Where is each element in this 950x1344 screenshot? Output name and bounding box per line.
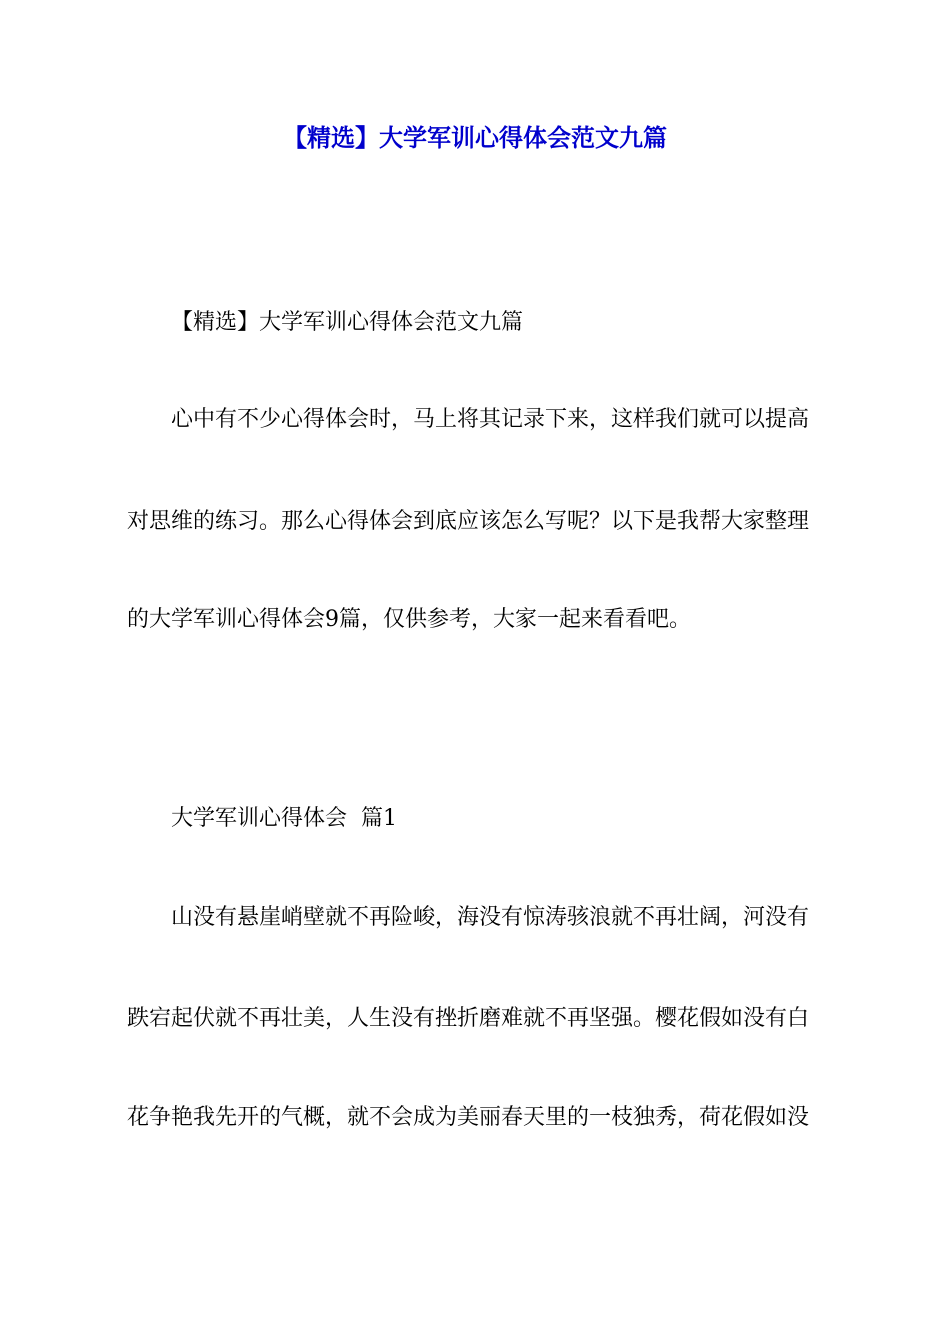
intro-line-3: 的大学军训心得体会9篇，仅供参考，大家一起来看看吧。 [127,607,691,632]
article-heading: 【精选】大学军训心得体会范文九篇 [171,310,524,335]
section-1-line-1: 山没有悬崖峭壁就不再险峻，海没有惊涛骇浪就不再壮阔，河没有 [171,905,810,930]
document-title: 【精选】大学军训心得体会范文九篇 [283,124,667,152]
section-1-line-2: 跌宕起伏就不再壮美，人生没有挫折磨难就不再坚强。樱花假如没有白 [127,1006,810,1031]
section-1-line-3: 花争艳我先开的气概，就不会成为美丽春天里的一枝独秀，荷花假如没 [127,1105,810,1130]
intro-line-1: 心中有不少心得体会时，马上将其记录下来，这样我们就可以提高 [171,407,810,432]
intro-line-2: 对思维的练习。那么心得体会到底应该怎么写呢？以下是我帮大家整理 [127,509,810,534]
section-1-heading: 大学军训心得体会 篇1 [171,806,397,831]
